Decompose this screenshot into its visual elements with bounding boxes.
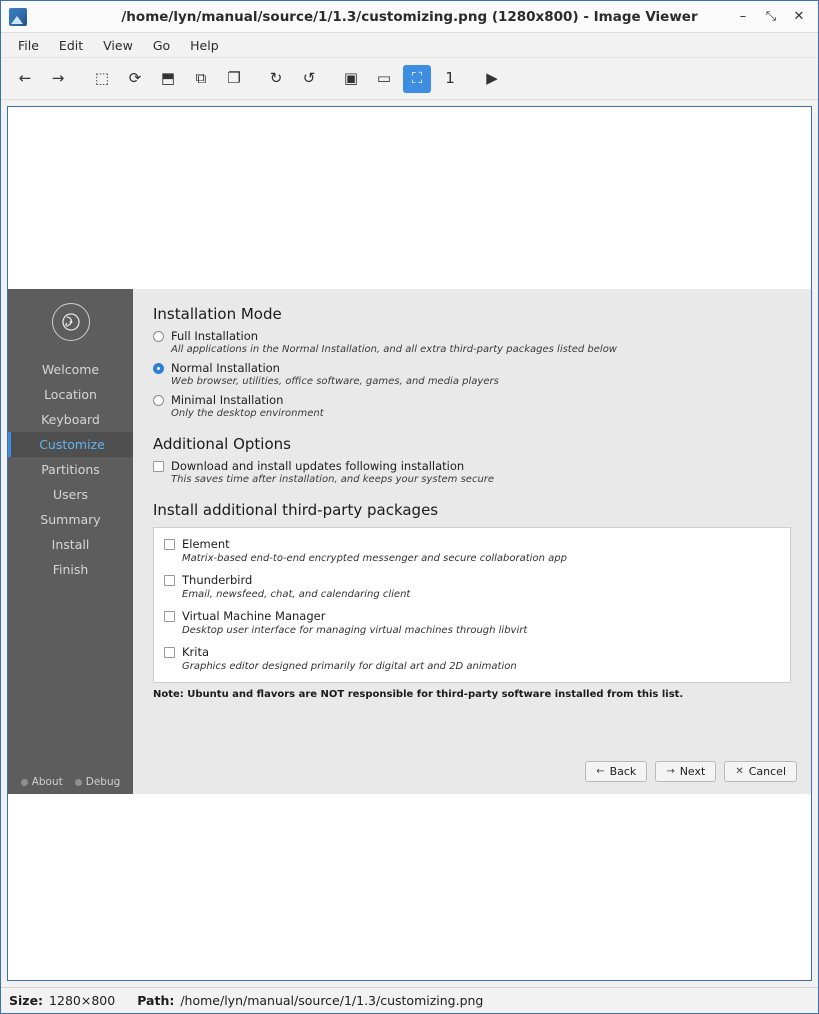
debug-icon (75, 779, 82, 786)
option-normal-installation[interactable] (153, 361, 791, 375)
tool-bar (1, 58, 818, 100)
path-value: /home/lyn/manual/source/1/1.3/customizing.png (180, 993, 484, 1008)
status-bar (1, 987, 818, 1013)
button-label: Cancel (748, 765, 786, 778)
option-label: Download and install updates following installation (171, 459, 465, 473)
checkbox-icon[interactable] (164, 611, 175, 622)
package-description: Matrix-based end-to-end encrypted messenger and secure collaboration app (182, 553, 567, 564)
title-bar (1, 1, 818, 33)
window-controls (736, 10, 810, 24)
zoom-fit-best-button[interactable]: ⛶ (403, 65, 431, 93)
rotate-right-button[interactable]: ↻ (269, 69, 283, 87)
size-value: 1280×800 (49, 993, 116, 1008)
back-button[interactable]: ← (18, 69, 32, 87)
step-welcome[interactable]: Welcome (41, 362, 100, 377)
debug-button[interactable]: Debug (75, 776, 121, 788)
step-users[interactable]: Users (52, 487, 88, 502)
option-description: Web browser, utilities, office software, games, and media players (171, 376, 499, 387)
step-summary[interactable]: Summary (40, 512, 101, 527)
cancel-button[interactable] (724, 761, 797, 782)
package-label: Krita (182, 645, 210, 659)
step-customize[interactable]: Customize (8, 432, 133, 457)
close-icon[interactable]: ✕ (793, 8, 805, 24)
zoom-fit-width-button[interactable]: ▣ (343, 69, 359, 87)
path-label: Path: (137, 993, 175, 1008)
package-label: Virtual Machine Manager (182, 609, 326, 623)
ubuntu-logo-icon (52, 303, 90, 341)
option-label: Full Installation (171, 329, 259, 343)
save-as-button[interactable]: ⬒ (160, 69, 176, 87)
menu-edit[interactable]: Edit (58, 37, 84, 53)
menu-help[interactable]: Help (190, 37, 219, 53)
option-label: Minimal Installation (171, 393, 284, 407)
step-finish[interactable]: Finish (52, 562, 89, 577)
sidebar-footer (8, 776, 133, 788)
third-party-heading: Install additional third-party packages (153, 501, 439, 519)
button-label: Back (609, 765, 637, 778)
third-party-note: Note: Ubuntu and flavors are NOT responsible for third-party software installed from this list. (153, 689, 684, 700)
checkbox-icon[interactable] (153, 461, 164, 472)
window-title: /home/lyn/manual/source/1/1.3/customizing.png (1280x800) - Image Viewer (121, 8, 698, 25)
paste-button[interactable]: ❐ (227, 69, 241, 87)
option-description: All applications in the Normal Installation, and all extra third-party packages listed below (171, 344, 617, 355)
maximize-icon[interactable]: ⤡ (765, 8, 777, 24)
option-description: Only the desktop environment (171, 408, 324, 419)
copy-button[interactable]: ⧉ (195, 69, 207, 87)
installer-sidebar (8, 289, 133, 794)
next-button[interactable] (655, 761, 716, 782)
package-description: Desktop user interface for managing virtual machines through libvirt (182, 625, 528, 636)
option-download-updates[interactable] (153, 459, 791, 473)
arrow-left-icon: ← (596, 766, 605, 777)
about-button[interactable]: About (21, 776, 63, 788)
step-location[interactable]: Location (44, 387, 97, 402)
about-icon (21, 779, 28, 786)
step-partitions[interactable]: Partitions (41, 462, 100, 477)
back-button[interactable] (585, 761, 647, 782)
installation-mode-heading: Installation Mode (153, 305, 282, 323)
package-virtual-machine-manager[interactable] (164, 609, 780, 623)
image-viewer-icon (9, 8, 27, 26)
package-description: Graphics editor designed primarily for digital art and 2D animation (182, 661, 517, 672)
radio-selected-icon[interactable] (153, 363, 164, 374)
slideshow-button[interactable]: ▶ (486, 69, 498, 87)
option-description: This saves time after installation, and keeps your system secure (171, 474, 495, 485)
installer-steps (8, 357, 133, 582)
arrow-right-icon: → (666, 766, 675, 777)
option-minimal-installation[interactable] (153, 393, 791, 407)
menu-go[interactable]: Go (152, 37, 171, 53)
package-description: Email, newsfeed, chat, and calendaring client (182, 589, 411, 600)
checkbox-icon[interactable] (164, 647, 175, 658)
step-install[interactable]: Install (51, 537, 90, 552)
package-label: Element (182, 537, 230, 551)
radio-icon[interactable] (153, 331, 164, 342)
menu-view[interactable]: View (103, 37, 133, 53)
package-krita[interactable] (164, 645, 780, 659)
image-canvas[interactable] (7, 106, 812, 981)
radio-icon[interactable] (153, 395, 164, 406)
step-keyboard[interactable]: Keyboard (41, 412, 100, 427)
open-file-button[interactable]: ⬚ (94, 69, 110, 87)
installer-nav-buttons (585, 761, 797, 782)
checkbox-icon[interactable] (164, 539, 175, 550)
additional-options-heading: Additional Options (153, 435, 291, 453)
checkbox-icon[interactable] (164, 575, 175, 586)
rotate-left-button[interactable]: ↺ (302, 69, 316, 87)
close-icon: ✕ (735, 766, 744, 777)
minimize-icon[interactable]: – (739, 8, 747, 24)
size-label: Size: (9, 993, 44, 1008)
displayed-screenshot (8, 289, 811, 794)
menu-bar (1, 33, 818, 58)
package-element[interactable] (164, 537, 780, 551)
menu-file[interactable]: File (18, 37, 39, 53)
zoom-original-button[interactable]: 1 (445, 69, 455, 87)
installer-main-panel (133, 289, 811, 794)
package-thunderbird[interactable] (164, 573, 780, 587)
zoom-out-button[interactable]: ▭ (376, 69, 392, 87)
option-full-installation[interactable] (153, 329, 791, 343)
reload-button[interactable]: ⟳ (128, 69, 142, 87)
forward-button[interactable]: → (51, 69, 65, 87)
package-label: Thunderbird (182, 573, 253, 587)
third-party-package-list (153, 527, 791, 683)
option-label: Normal Installation (171, 361, 280, 375)
button-label: Next (679, 765, 706, 778)
